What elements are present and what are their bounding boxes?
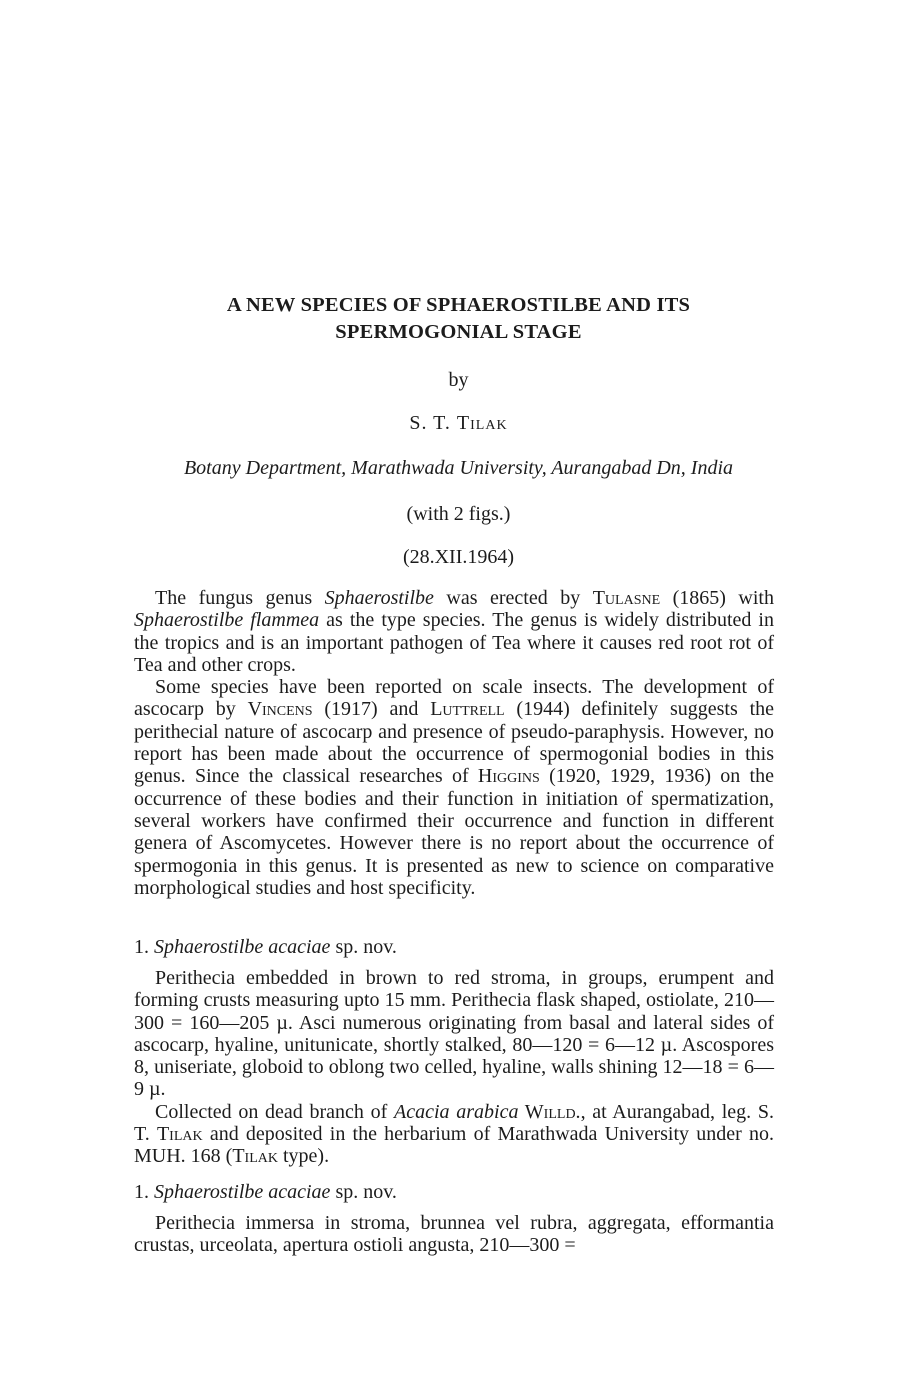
introduction (134, 587, 774, 899)
figures-note: (with 2 figs.) (406, 503, 511, 525)
intro-paragraph-2: Some species have been reported on scale insects. The development of ascocarp by Vincens (1917) and Luttrell (1944) definitely suggests the perithecial nature of ascocarp and presence of pseudo-paraphysis. However, no report has been made about the occurrence of spermogonial bodies in this genus. Since the classical researches of Higgins (1920, 1929, 1936) on the occurrence of these bodies and their function in initiation of spermatization, several workers have confirmed their occurrence and function in different genera of Ascomycetes. However there is no report about the occurrence of spermogonia in this genus. It is presented as new to science on comparative morphological studies and host specificity. (134, 676, 775, 899)
species-description (134, 967, 774, 1168)
latin-description (134, 1212, 774, 1257)
type-species-name: Sphaerostilbe flammea (134, 609, 320, 632)
species-name: Sphaerostilbe acaciae (154, 936, 331, 958)
author-citation: Vincens (247, 698, 313, 721)
author-initials: S. T. (409, 412, 451, 434)
article-title-line-1: A NEW SPECIES OF SPHAEROSTILBE AND ITS (226, 294, 691, 316)
author-citation: Higgins (477, 765, 540, 788)
genus-name: Sphaerostilbe (324, 587, 434, 609)
affiliation: Botany Department, Marathwada University, Aurangabad Dn, India (183, 457, 734, 479)
latin-paragraph: Perithecia immersa in stroma, brunnea vel rubra, aggregata, efformantia crustas, urceolata, apertura ostioli angusta, 210—300 = (134, 1212, 774, 1257)
author (0, 412, 917, 435)
author-surname: Tilak (456, 412, 508, 434)
species-name: Sphaerostilbe acaciae (154, 1181, 331, 1203)
collector-name: Tilak (156, 1123, 203, 1146)
author-citation: Luttrell (430, 698, 505, 721)
description-paragraph: Perithecia embedded in brown to red stroma, in groups, erumpent and forming crusts measuring upto 15 mm. Perithecia flask shaped, ostiolate, 210—300 = 160—205 µ. Asci numerous originating from basal and lateral sides of ascocarp, hyaline, unitunicate, shortly stalked, 80—120 = 6—12 µ. Ascospores 8, uniseriate, globoid to oblong two celled, hyaline, walls shining 12—18 = 6—9 µ. (134, 967, 774, 1101)
host-name: Acacia arabica (394, 1100, 519, 1123)
collection-paragraph: Collected on dead branch of Acacia arabica Willd., at Aurangabad, leg. S. T. Tilak and deposited in the herbarium of Marathwada University under no. MUH. 168 (Tilak type). (134, 1100, 775, 1168)
latin-species-heading: 1. Sphaerostilbe acaciae sp. nov. (134, 1181, 397, 1203)
article-title-line-2: SPERMOGONIAL STAGE (335, 321, 582, 343)
received-date: (28.XII.1964) (402, 546, 515, 568)
species-heading: 1. Sphaerostilbe acaciae sp. nov. (134, 936, 397, 958)
author-citation: Tulasne (592, 587, 661, 609)
intro-paragraph-1: The fungus genus Sphaerostilbe was erected by Tulasne (1865) with Sphaerostilbe flammea as the type species. The genus is widely distributed in the tropics and is an important pathogen of Tea where it causes red root rot of Tea and other crops. (134, 587, 774, 676)
byline: by (448, 369, 469, 391)
